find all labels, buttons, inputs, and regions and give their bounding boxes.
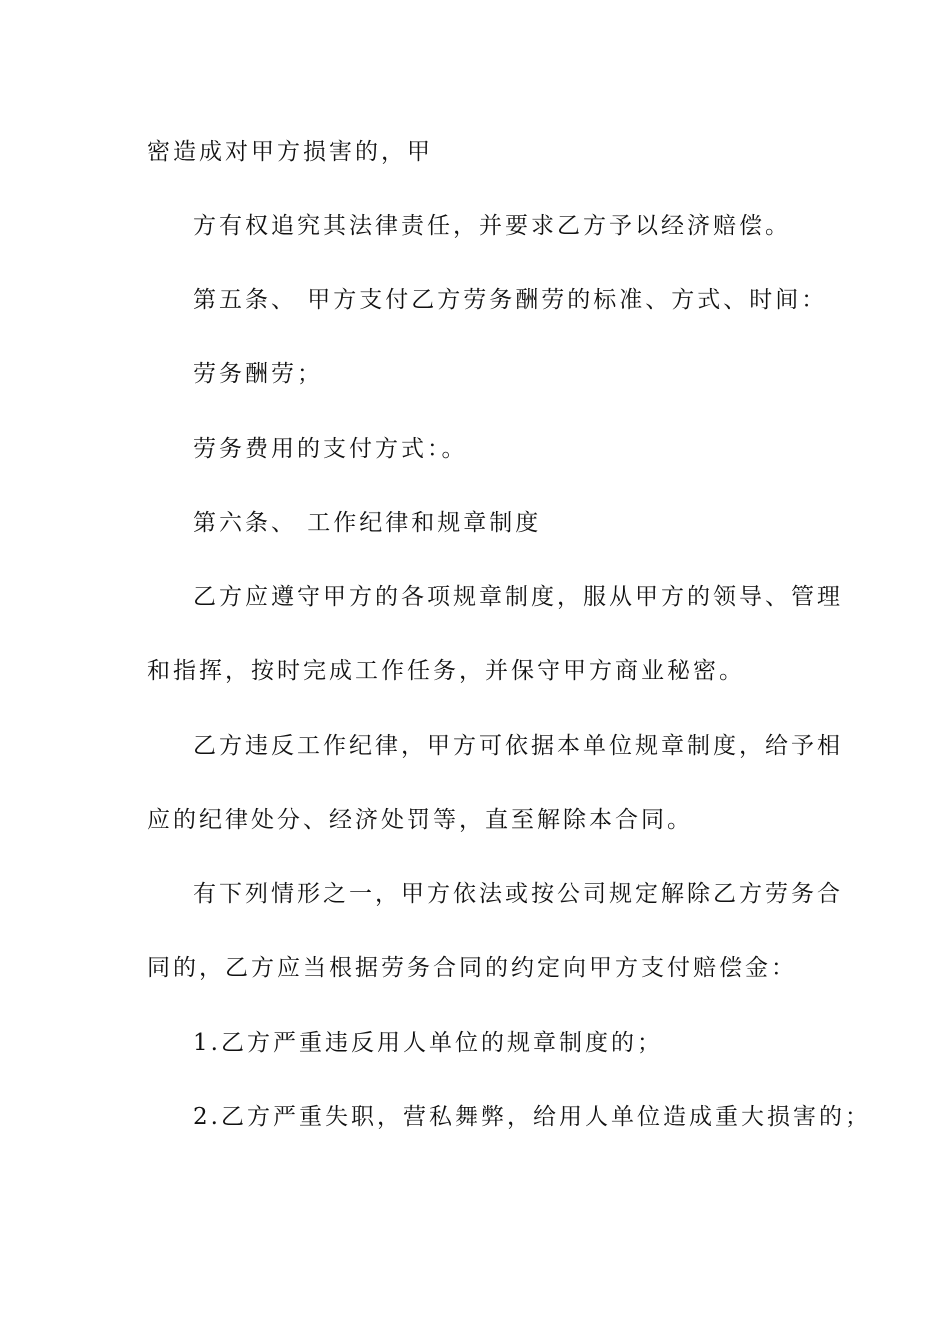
paragraph-line: 密造成对甲方损害的，甲: [147, 139, 433, 165]
paragraph-line: 和指挥，按时完成工作任务，并保守甲方商业秘密。: [147, 658, 745, 684]
paragraph-line: 乙方违反工作纪律，甲方可依据本单位规章制度，给予相: [193, 733, 843, 759]
list-item: 2.乙方严重失职，营私舞弊，给用人单位造成重大损害的；: [193, 1104, 871, 1130]
paragraph-line: 方有权追究其法律责任，并要求乙方予以经济赔偿。: [193, 213, 791, 239]
article-heading: 第五条、 甲方支付乙方劳务酬劳的标准、方式、时间：: [193, 287, 828, 313]
paragraph-line: 乙方应遵守甲方的各项规章制度，服从甲方的领导、管理: [193, 584, 843, 610]
article-heading: 第六条、 工作纪律和规章制度: [193, 510, 542, 536]
paragraph-line: 劳务费用的支付方式：。: [193, 436, 468, 462]
paragraph-line: 应的纪律处分、经济处罚等，直至解除本合同。: [147, 807, 693, 833]
paragraph-line: 有下列情形之一，甲方依法或按公司规定解除乙方劳务合: [193, 881, 843, 907]
paragraph-line: 劳务酬劳；: [193, 361, 323, 387]
paragraph-line: 同的，乙方应当根据劳务合同的约定向甲方支付赔偿金：: [147, 955, 797, 981]
list-item: 1.乙方严重违反用人单位的规章制度的；: [193, 1030, 663, 1056]
